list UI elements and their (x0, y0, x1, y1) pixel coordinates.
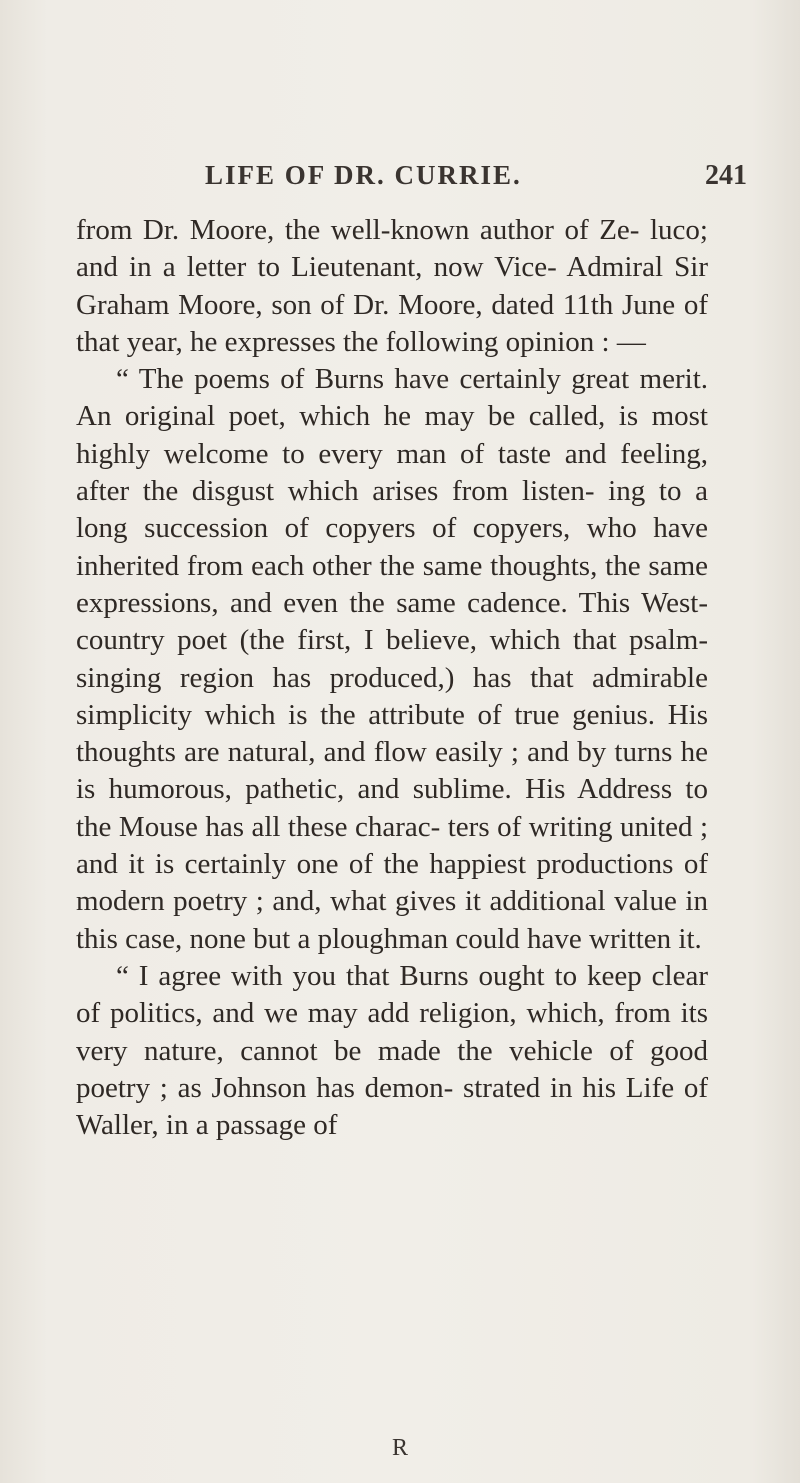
running-title: LIFE OF DR. CURRIE. (205, 160, 522, 190)
paragraph-2: “ The poems of Burns have certainly great merit. An original poet, which he may be called, is most highly welcome to every man of taste and feeling, after the disgust which arises from listen- ing to a long succession of copyers of copyers, who have inherited from each other the same thoughts, the same expressions, and even the same cadence. This West-country poet (the first, I believe, which that psalm-singing region has produced,) has that admirable simplicity which is the attribute of true genius. His thoughts are natural, and flow easily ; and by turns he is humorous, pathetic, and sublime. His Address to the Mouse has all these charac- ters of writing united ; and it is certainly one of the happiest productions of modern poetry ; and, what gives it additional value in this case, none but a ploughman could have written it. (76, 363, 708, 955)
paragraph-1: from Dr. Moore, the well-known author of Ze- luco; and in a letter to Lieutenant, now Vice- Admiral Sir Graham Moore, son of Dr. Moore, dated 11th June of that year, he expresses the following opinion : — (76, 214, 708, 358)
page-number: 241 (705, 160, 747, 191)
paragraph-3: “ I agree with you that Burns ought to keep clear of politics, and we may add religion, which, from its very nature, cannot be made the vehicle of good poetry ; as Johnson has demon- strated in his Life of Waller, in a passage of (76, 959, 708, 1142)
signature-mark: R (391, 1435, 408, 1461)
body-text (76, 212, 708, 1144)
running-head (0, 160, 800, 200)
